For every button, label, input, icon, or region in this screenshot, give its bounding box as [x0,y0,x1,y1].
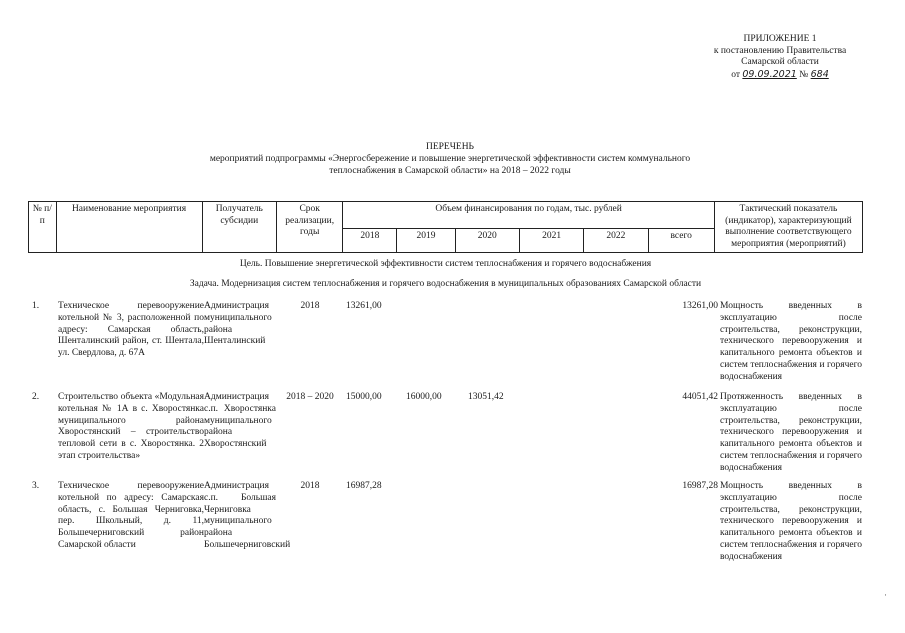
annex-date-line [690,69,870,82]
header-name: Наименование мероприятия [56,202,202,253]
annex-block [690,34,870,81]
row-indicator: Мощность введенных в эксплуатацию после строительства, реконструкции, технического перевооружения и капитального ремонта объектов и систем теплоснабжения и горячего водоснабжения [720,481,862,562]
annex-date-prefix: от [731,69,741,80]
header-term: Срок реализации, годы [277,202,343,253]
annex-title: ПРИЛОЖЕНИЕ 1 [743,34,817,44]
row-total: 16987,28 [682,481,718,491]
row-name: Техническое перевооружение котельной № 3, расположенной по адресу: Самарская область, Шенталинский район, ст. Шентала, ул. Свердлова, д. 67А [58,301,204,359]
header-indicator: Тактический показатель (индикатор), характеризующий выполнение соответствующего мероприятия (мероприятий) [714,202,862,253]
title-heading: ПЕРЕЧЕНЬ [425,142,475,152]
row-total: 44051,42 [682,392,718,402]
header-year-2020: 2020 [455,229,519,253]
header-recipient: Получатель субсидии [202,202,277,253]
row-2018: 13261,00 [346,301,382,311]
header-year-2021: 2021 [519,229,583,253]
row-number: 2. [32,392,40,402]
task-text: Задача. Модернизация систем теплоснабжения и горячего водоснабжения в муниципальных образованиях Самарской области [189,279,702,289]
row-recipient: Администрация с.п. Хворостянка муниципального района Хворостянский [204,392,276,450]
row-number: 1. [32,301,40,311]
row-name: Строительство объекта «Модульная котельная № 1А в с. Хворостянка муниципального района Хворостянский – строительство тепловой сети в с. Хворостянка. 2 этап строительства» [58,392,204,461]
row-term: 2018 [300,481,320,491]
header-num: № п/п [29,202,57,253]
header-year-2022: 2022 [584,229,648,253]
row-2018: 15000,00 [346,392,382,402]
header-year-2019: 2019 [397,229,455,253]
row-2018: 16987,28 [346,481,382,491]
row-total: 13261,00 [682,301,718,311]
row-indicator: Мощность введенных в эксплуатацию после строительства, реконструкции, технического перевооружения и капитального ремонта объектов и систем теплоснабжения и горячего водоснабжения [720,301,862,382]
row-recipient: Администрация муниципального района Шенталинский [204,301,272,347]
header-year-2018: 2018 [343,229,397,253]
row-2020: 13051,42 [468,392,504,402]
header-table [28,201,863,253]
annex-line-1: к постановлению Правительства [713,45,847,56]
row-2019: 16000,00 [406,392,442,402]
row-indicator: Протяженность введенных в эксплуатацию после строительства, реконструкции, технического перевооружения и капитального ремонта объектов и систем теплоснабжения и горячего водоснабжения [720,392,862,473]
annex-line-2: Самарской области [741,57,819,67]
goal-text: Цель. Повышение энергетической эффективности систем теплоснабжения и горячего водоснабжения [239,259,652,269]
row-name: Техническое перевооружение котельной по адресу: Самарская область, с. Большая Черниговка, пер. Школьный, д. 11, Большечерниговский район Самарской области [58,481,204,550]
row-recipient: Администрация с.п. Большая Черниговка муниципального района Большечерниговский [204,481,291,550]
title-line-1: мероприятий подпрограммы «Энергосбережение и повышение энергетической эффективности систем коммунального [209,154,691,164]
annex-num-prefix: № [799,69,809,80]
row-term: 2018 [300,301,320,311]
annex-date: 09.09.2021 [742,68,797,80]
row-number: 3. [32,481,40,491]
header-total: всего [648,229,714,253]
title-line-2: теплоснабжения в Самарской области» на 2018 – 2022 годы [329,166,571,176]
header-finance: Объем финансирования по годам, тыс. рублей [343,202,715,229]
document-title [160,141,740,177]
row-term: 2018 – 2020 [286,392,334,402]
annex-number: 684 [810,68,829,80]
scan-speck: · [884,590,887,600]
